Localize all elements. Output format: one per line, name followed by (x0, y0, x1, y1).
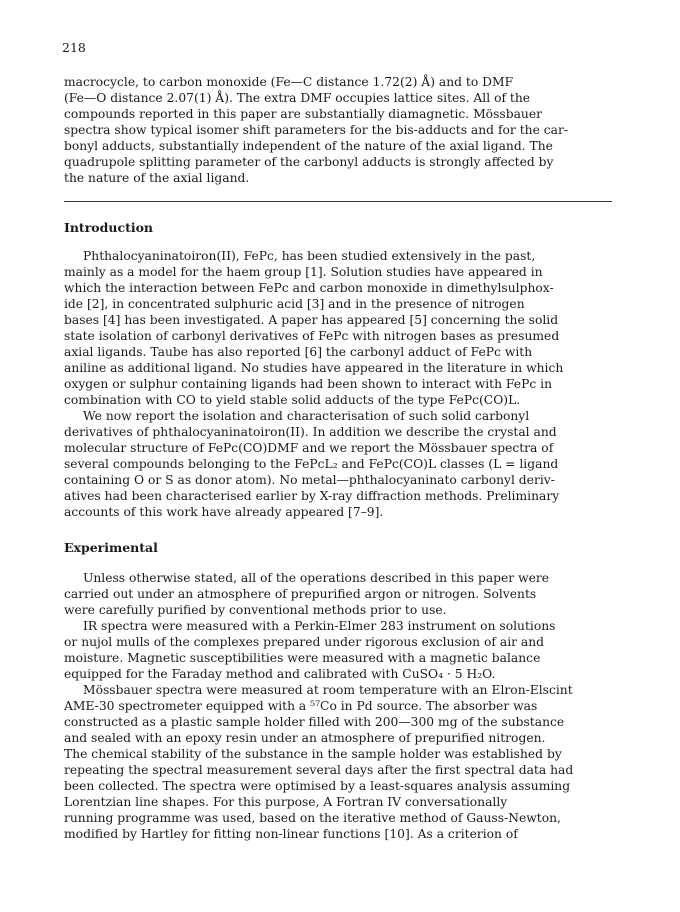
abstract-line: bonyl adducts, substantially independent of the nature of the axial ligand. The (64, 139, 553, 153)
paragraph-line: The chemical stability of the substance in the sample holder was established by (64, 747, 562, 761)
paragraph-line: AME-30 spectrometer equipped with a ⁵⁷Co in Pd source. The absorber was (64, 699, 538, 713)
paragraph-line: Lorentzian line shapes. For this purpose, A Fortran IV conversationally (64, 795, 508, 809)
experimental-heading: Experimental (64, 540, 158, 555)
introduction-body (64, 248, 620, 520)
abstract-line: the nature of the axial ligand. (64, 171, 250, 185)
paragraph-line: aniline as additional ligand. No studies have appeared in the literature in which (64, 361, 564, 375)
paragraph-line: several compounds belonging to the FePcL₂ and FePc(CO)L classes (L = ligand (64, 457, 559, 471)
paragraph-line: which the interaction between FePc and carbon monoxide in dimethylsulphox- (64, 281, 554, 295)
paragraph-line: modified by Hartley for fitting non-linear functions [10]. As a criterion of (64, 827, 518, 841)
paragraph-line: were carefully purified by conventional methods prior to use. (64, 603, 447, 617)
paragraph-line: mainly as a model for the haem group [1]. Solution studies have appeared in (64, 265, 543, 279)
experimental-body (64, 570, 620, 842)
paragraph-line: axial ligands. Taube has also reported [6] the carbonyl adduct of FePc with (64, 345, 533, 359)
paragraph-line: or nujol mulls of the complexes prepared under rigorous exclusion of air and (64, 635, 545, 649)
paragraph-line: repeating the spectral measurement several days after the first spectral data had (64, 763, 574, 777)
section-divider (64, 201, 612, 202)
paragraph-line: Mössbauer spectra were measured at room temperature with an Elron-Elscint (83, 683, 573, 697)
paragraph-line: derivatives of phthalocyaninatoiron(II). In addition we describe the crystal and (64, 425, 557, 439)
paragraph-line: running programme was used, based on the iterative method of Gauss-Newton, (64, 811, 561, 825)
paragraph-line: combination with CO to yield stable solid adducts of the type FePc(CO)L. (64, 393, 521, 407)
paragraph-line: been collected. The spectra were optimised by a least-squares analysis assuming (64, 779, 571, 793)
paragraph-line: carried out under an atmosphere of prepurified argon or nitrogen. Solvents (64, 587, 537, 601)
paragraph-line: accounts of this work have already appeared [7–9]. (64, 505, 384, 519)
paragraph-line: Unless otherwise stated, all of the operations described in this paper were (83, 571, 550, 585)
paragraph-line: Phthalocyaninatoiron(II), FePc, has been studied extensively in the past, (83, 249, 536, 263)
paragraph-line: molecular structure of FePc(CO)DMF and we report the Mössbauer spectra of (64, 441, 554, 455)
paragraph-line: state isolation of carbonyl derivatives of FePc with nitrogen bases as presumed (64, 329, 560, 343)
paragraph-line: equipped for the Faraday method and calibrated with CuSO₄ · 5 H₂O. (64, 667, 496, 681)
paragraph-line: moisture. Magnetic susceptibilities were measured with a magnetic balance (64, 651, 541, 665)
abstract-line: compounds reported in this paper are substantially diamagnetic. Mössbauer (64, 107, 542, 121)
introduction-heading: Introduction (64, 220, 154, 235)
paragraph-line: bases [4] has been investigated. A paper has appeared [5] concerning the solid (64, 313, 559, 327)
abstract-line: macrocycle, to carbon monoxide (Fe—C distance 1.72(2) Å) and to DMF (64, 75, 514, 89)
paragraph-line: containing O or S as donor atom). No metal—phthalocyaninato carbonyl deriv- (64, 473, 555, 487)
page-number: 218 (62, 40, 86, 55)
paragraph-line: constructed as a plastic sample holder filled with 200—300 mg of the substance (64, 715, 565, 729)
paragraph-line: IR spectra were measured with a Perkin-Elmer 283 instrument on solutions (83, 619, 556, 633)
paragraph-line: atives had been characterised earlier by X-ray diffraction methods. Preliminary (64, 489, 560, 503)
abstract-text (64, 74, 620, 186)
paragraph-line: oxygen or sulphur containing ligands had been shown to interact with FePc in (64, 377, 552, 391)
paragraph-line: ide [2], in concentrated sulphuric acid [3] and in the presence of nitrogen (64, 297, 525, 311)
paragraph-line: We now report the isolation and characterisation of such solid carbonyl (83, 409, 530, 423)
abstract-line: spectra show typical isomer shift parameters for the bis-adducts and for the car- (64, 123, 569, 137)
abstract-line: quadrupole splitting parameter of the carbonyl adducts is strongly affected by (64, 155, 554, 169)
paragraph-line: and sealed with an epoxy resin under an atmosphere of prepurified nitrogen. (64, 731, 546, 745)
abstract-line: (Fe—O distance 2.07(1) Å). The extra DMF occupies lattice sites. All of the (64, 91, 531, 105)
